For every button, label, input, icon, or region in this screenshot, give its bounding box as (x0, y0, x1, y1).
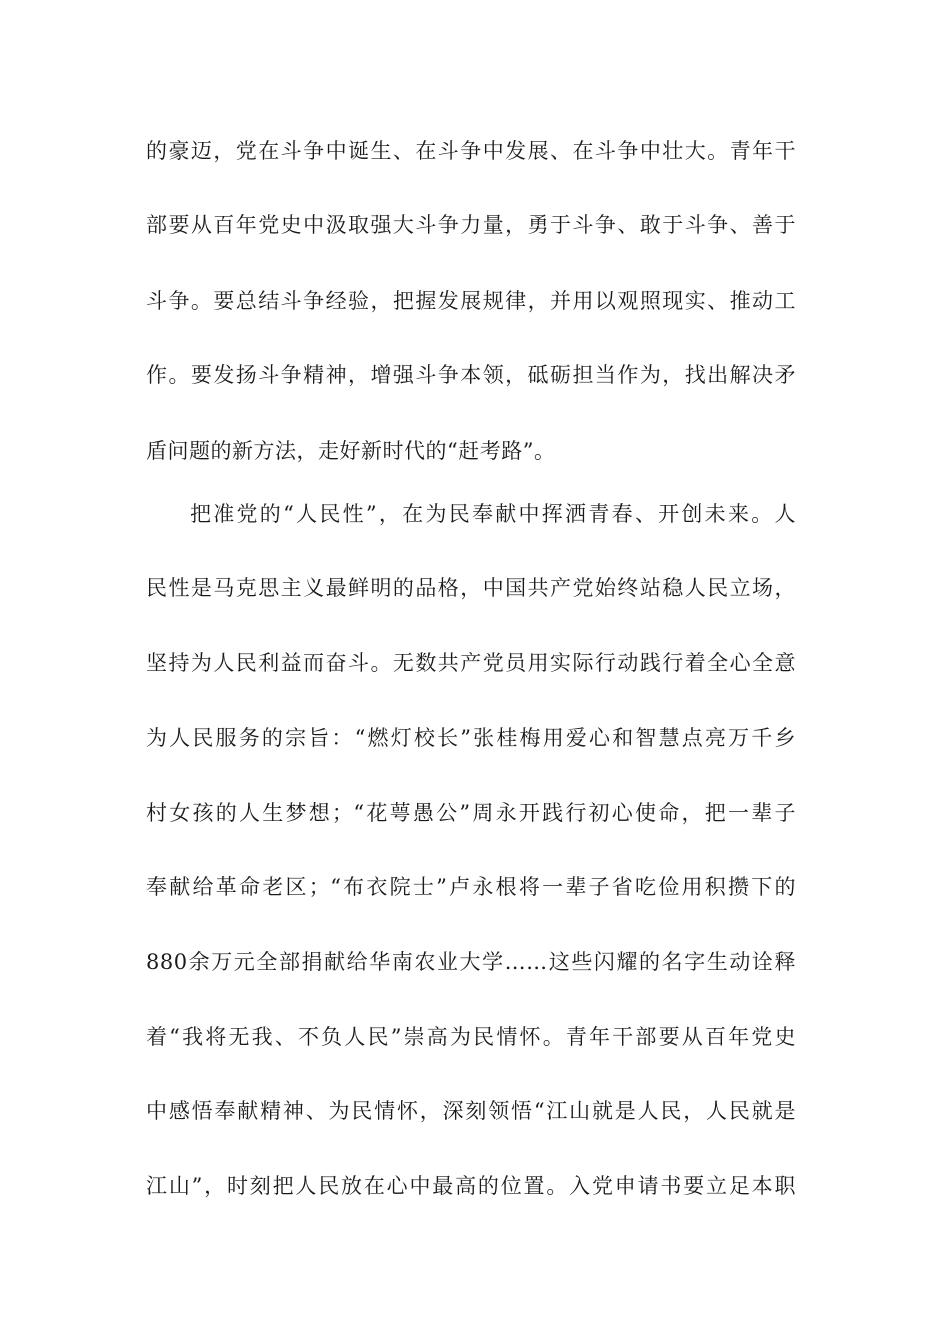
text-line: 奉献给革命老区；“布衣院士”卢永根将一辈子省吃俭用积攒下的 (146, 875, 796, 899)
text-line: 着“我将无我、不负人民”崇高为民情怀。青年干部要从百年党史 (146, 1025, 796, 1049)
text-line: 盾问题的新方法，走好新时代的“赶考路”。 (146, 439, 556, 463)
text-line: 为人民服务的宗旨：“燃灯校长”张桂梅用爱心和智慧点亮万千乡 (146, 726, 796, 750)
text-line: 村女孩的人生梦想；“花萼愚公”周永开践行初心使命，把一辈子 (146, 801, 796, 825)
text-line: 中感悟奉献精神、为民情怀，深刻领悟“江山就是人民，人民就是 (146, 1099, 796, 1123)
text-line: 作。要发扬斗争精神，增强斗争本领，砥砺担当作为，找出解决矛 (146, 363, 796, 387)
paragraph-first-line: 把准党的“人民性”，在为民奉献中挥洒青春、开创未来。人 (190, 502, 796, 526)
text-line: 江山”，时刻把人民放在心中最高的位置。入党申请书要立足本职 (146, 1174, 796, 1198)
text-line: 坚持为人民利益而奋斗。无数共产党员用实际行动践行着全心全意 (146, 651, 796, 675)
text-line: 的豪迈，党在斗争中诞生、在斗争中发展、在斗争中壮大。青年干 (146, 139, 796, 163)
text-line: 部要从百年党史中汲取强大斗争力量，勇于斗争、敢于斗争、善于 (146, 213, 796, 237)
text-line: 民性是马克思主义最鲜明的品格，中国共产党始终站稳人民立场， (146, 576, 796, 600)
text-line: 斗争。要总结斗争经验，把握发展规律，并用以观照现实、推动工 (146, 289, 796, 313)
text-line: 880余万元全部捐献给华南农业大学……这些闪耀的名字生动诠释 (146, 950, 796, 974)
